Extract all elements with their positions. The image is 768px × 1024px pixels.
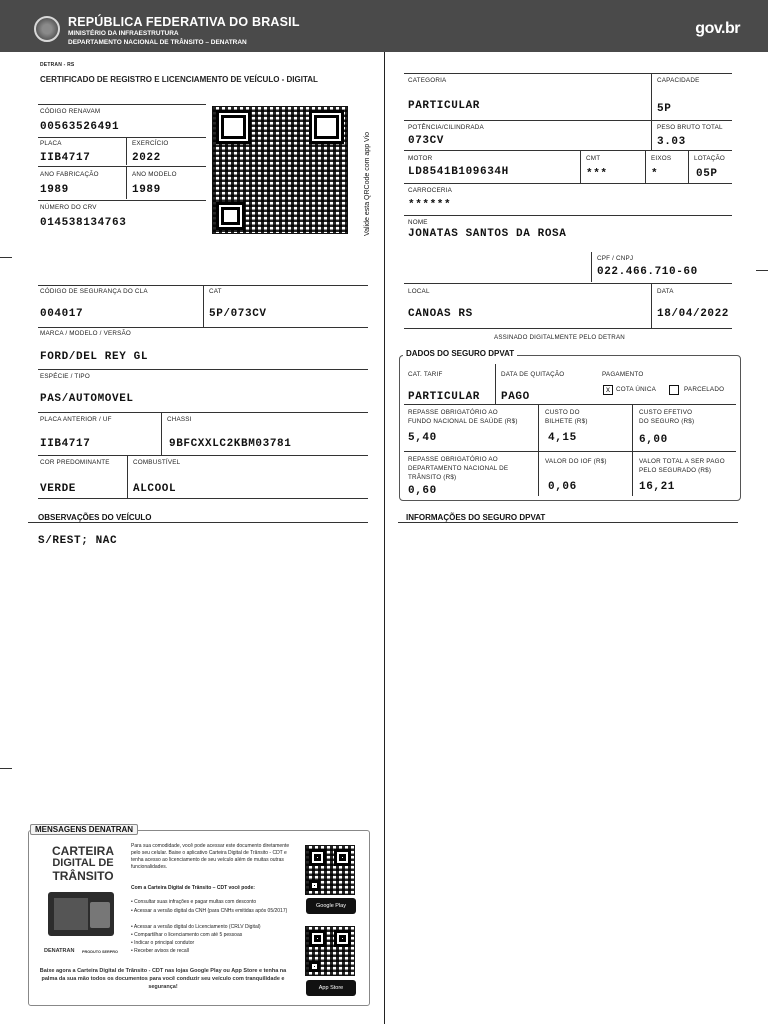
data-label: DATA: [657, 288, 674, 295]
crv-value: 014538134763: [40, 217, 127, 229]
dpvat-title: DADOS DO SEGURO DPVAT: [403, 349, 517, 358]
total-label-2: PELO SEGURADO (R$): [639, 467, 712, 474]
custo-efetivo-label-2: DO SEGURO (R$): [639, 418, 695, 425]
cor-label: COR PREDOMINANTE: [40, 459, 110, 466]
signed-text: ASSINADO DIGITALMENTE PELO DETRAN: [494, 334, 625, 341]
pagamento-label: PAGAMENTO: [602, 371, 644, 378]
repasse-denatran-label-3: TRÂNSITO (R$): [408, 474, 457, 481]
placa-value: IIB4717: [40, 152, 91, 164]
eixos-label: EIXOS: [651, 155, 672, 162]
center-divider: [384, 52, 385, 1024]
messages-bullet-1: • Consultar suas infrações e pagar multas com desconto: [131, 899, 257, 905]
header-department: DEPARTAMENTO NACIONAL DE TRÂNSITO – DENATRAN: [68, 39, 247, 46]
peso-label: PESO BRUTO TOTAL: [657, 124, 723, 131]
repasse-denatran-label-2: DEPARTAMENTO NACIONAL DE: [408, 465, 509, 472]
marca-label: MARCA / MODELO / VERSÃO: [40, 330, 132, 337]
local-value: CANOAS RS: [408, 308, 473, 320]
repasse-fns-label-1: REPASSE OBRIGATÓRIO AO: [408, 409, 498, 416]
total-label-1: VALOR TOTAL A SER PAGO: [639, 458, 725, 465]
data-quitacao-label: DATA DE QUITAÇÃO: [501, 371, 565, 378]
custo-efetivo-value: 6,00: [639, 434, 668, 446]
messages-bullet-3: • Acessar a versão digital do Licenciamento (CRLV Digital): [131, 924, 261, 930]
custo-efetivo-label-1: CUSTO EFETIVO: [639, 409, 693, 416]
lotacao-label: LOTAÇÃO: [694, 155, 726, 162]
categoria-label: CATEGORIA: [408, 77, 447, 84]
categoria-value: PARTICULAR: [408, 100, 481, 112]
motor-value: LD8541B109634H: [408, 166, 509, 178]
placa-anterior-value: IIB4717: [40, 438, 91, 450]
custo-bilhete-label-2: BILHETE (R$): [545, 418, 588, 425]
messages-bullet-2: • Acessar a versão digital da CNH (para CNHs emitidas após 05/2017): [131, 908, 288, 914]
cdt-title-line3: TRÂNSITO: [52, 869, 114, 883]
header-ministry: MINISTÉRIO DA INFRAESTRUTURA: [68, 30, 179, 37]
capacidade-value: 5P: [657, 103, 672, 115]
eixos-value: *: [651, 168, 659, 180]
messages-bullet-5: • Indicar o principal condutor: [131, 940, 195, 946]
ano-modelo-label: ANO MODELO: [132, 171, 177, 178]
repasse-fns-label-2: FUNDO NACIONAL DE SAÚDE (R$): [408, 418, 518, 425]
header-bar: [0, 0, 768, 52]
repasse-fns-value: 5,40: [408, 432, 437, 444]
cdt-serpro: PRODUTO SERPRO: [82, 950, 119, 954]
qr-caption: Valide esta QRCode com app Vio: [364, 131, 371, 236]
gov-br-logo[interactable]: gov.br: [695, 20, 740, 37]
messages-footer: Baixe agora a Carteira Digital de Trânsito - CDT nas lojas Google Play ou App Store e tenha na palma da sua mão todos os documentos para você conduzir seu veículo com tranquilidade e segurança!: [39, 968, 287, 990]
app-store-badge[interactable]: App Store: [306, 980, 356, 996]
potencia-value: 073CV: [408, 135, 445, 147]
cdt-title-line1: CARTEIRA: [52, 844, 114, 858]
renavam-label: CÓDIGO RENAVAM: [40, 108, 101, 115]
carroceria-value: ******: [408, 199, 452, 211]
cmt-label: CMT: [586, 155, 601, 162]
header-title: REPÚBLICA FEDERATIVA DO BRASIL: [68, 15, 300, 29]
cla-value: 004017: [40, 308, 84, 320]
cmt-value: ***: [586, 168, 608, 180]
especie-value: PAS/AUTOMOVEL: [40, 393, 134, 405]
especie-label: ESPÉCIE / TIPO: [40, 373, 90, 380]
potencia-label: POTÊNCIA/CILINDRADA: [408, 124, 484, 131]
cat-label: CAT: [209, 288, 222, 295]
info-dpvat-title: INFORMAÇÕES DO SEGURO DPVAT: [406, 513, 546, 522]
fold-mark: [756, 270, 768, 271]
phone-illustration-icon: [48, 892, 114, 936]
cpf-label: CPF / CNPJ: [597, 255, 634, 262]
cpf-value: 022.466.710-60: [597, 266, 698, 278]
custo-bilhete-label-1: CUSTO DO: [545, 409, 580, 416]
cor-value: VERDE: [40, 483, 77, 495]
ano-modelo-value: 1989: [132, 184, 161, 196]
cla-label: CÓDIGO DE SEGURANÇA DO CLA: [40, 288, 148, 295]
app-store-qr-code: [305, 926, 355, 976]
cat-value: 5P/073CV: [209, 308, 267, 320]
messages-title: MENSAGENS DENATRAN: [30, 824, 138, 835]
marca-value: FORD/DEL REY GL: [40, 351, 149, 363]
bullet-text: Compartilhar o licenciamento com até 5 pessoas: [134, 932, 243, 938]
repasse-denatran-value: 0,60: [408, 485, 437, 497]
google-play-badge[interactable]: Google Play: [306, 898, 356, 914]
carroceria-label: CARROCERIA: [408, 187, 452, 194]
nome-value: JONATAS SANTOS DA ROSA: [408, 228, 567, 240]
custo-bilhete-value: 4,15: [548, 432, 577, 444]
cota-unica-checkbox[interactable]: x: [603, 385, 613, 395]
crv-label: NÚMERO DO CRV: [40, 204, 97, 211]
cdt-brand: DENATRAN: [44, 948, 75, 954]
data-value: 18/04/2022: [657, 308, 730, 320]
obs-text: S/REST; NAC: [38, 535, 118, 547]
iof-value: 0,06: [548, 481, 577, 493]
renavam-value: 00563526491: [40, 121, 120, 133]
data-quitacao-value: PAGO: [501, 391, 530, 403]
exercicio-label: EXERCÍCIO: [132, 140, 169, 147]
placa-label: PLACA: [40, 140, 62, 147]
obs-title: OBSERVAÇÕES DO VEÍCULO: [38, 513, 152, 522]
vehicle-qr-code: [212, 106, 348, 234]
ano-fabricacao-label: ANO FABRICAÇÃO: [40, 171, 99, 178]
cdt-title-line2: DIGITAL DE: [52, 857, 114, 869]
google-play-qr-code: [305, 845, 355, 895]
combustivel-label: COMBUSTÍVEL: [133, 459, 181, 466]
cdt-app-card: [44, 840, 122, 958]
messages-bullet-4: • Compartilhar o licenciamento com até 5 pessoas: [131, 932, 243, 938]
messages-paragraph-1: Para sua comodidade, você pode acessar este documento diretamente pelo seu celular. Baixe o aplicativo Carteira Digital de Trânsito - CDT e tenha acesso ao licenciamento de seu veículo além de muitas outras funcionalidades.: [131, 843, 290, 870]
capacidade-label: CAPACIDADE: [657, 77, 700, 84]
parcelado-label: PARCELADO: [684, 386, 725, 393]
bullet-text: Acessar a versão digital da CNH (para CNHs emitidas após 05/2017): [133, 908, 288, 914]
form-code: DETRAN - RS: [40, 62, 75, 68]
motor-label: MOTOR: [408, 155, 433, 162]
ano-fabricacao-value: 1989: [40, 184, 69, 196]
exercicio-value: 2022: [132, 152, 161, 164]
cota-unica-label: COTA ÚNICA: [616, 386, 657, 393]
total-value: 16,21: [639, 481, 676, 493]
bullet-text: Acessar a versão digital do Licenciamento (CRLV Digital): [133, 924, 261, 930]
bullet-text: Indicar o principal condutor: [134, 940, 195, 946]
cat-tarif-label: CAT. TARIF: [408, 371, 443, 378]
parcelado-checkbox[interactable]: [669, 385, 679, 395]
chassi-value: 9BFCXXLC2KBM03781: [169, 438, 292, 450]
cat-tarif-value: PARTICULAR: [408, 391, 481, 403]
messages-paragraph-2: Com a Carteira Digital de Trânsito – CDT você pode:: [131, 885, 255, 891]
combustivel-value: ALCOOL: [133, 483, 177, 495]
doc-title: CERTIFICADO DE REGISTRO E LICENCIAMENTO DE VEÍCULO - DIGITAL: [40, 75, 318, 84]
brazil-coat-of-arms-icon: [34, 16, 60, 42]
placa-anterior-label: PLACA ANTERIOR / UF: [40, 416, 112, 423]
fold-mark: [0, 768, 12, 769]
messages-bullet-6: • Receber avisos de recall: [131, 948, 189, 954]
repasse-denatran-label-1: REPASSE OBRIGATÓRIO AO: [408, 456, 498, 463]
iof-label: VALOR DO IOF (R$): [545, 458, 607, 465]
local-label: LOCAL: [408, 288, 430, 295]
bullet-text: Receber avisos de recall: [134, 948, 189, 954]
peso-value: 3.03: [657, 136, 686, 148]
fold-mark: [0, 257, 12, 258]
chassi-label: CHASSI: [167, 416, 192, 423]
lotacao-value: 05P: [696, 168, 718, 180]
bullet-text: Consultar suas infrações e pagar multas com desconto: [134, 899, 257, 905]
nome-label: NOME: [408, 219, 428, 226]
